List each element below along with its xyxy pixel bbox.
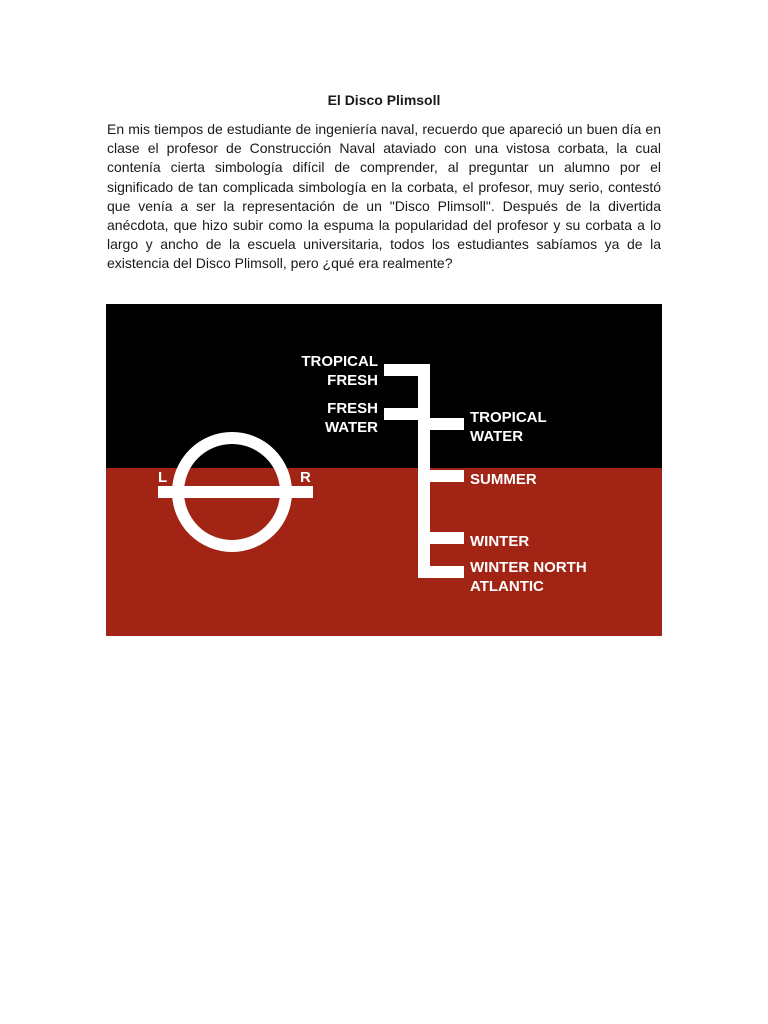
winter-line xyxy=(418,532,464,544)
plimsoll-figure xyxy=(106,304,662,636)
summer-line xyxy=(418,470,464,482)
figure-top-band xyxy=(106,304,662,468)
label-fresh-water-1: FRESH xyxy=(327,400,378,417)
label-summer: SUMMER xyxy=(470,471,537,488)
tropical-water-line xyxy=(418,418,464,430)
body-paragraph: En mis tiempos de estudiante de ingeniería naval, recuerdo que apareció un buen día en clase el profesor de Construcción Naval ataviado con una vistosa corbata, la cual contenía cierta simbología difícil de comprender, al preguntar un alumno por el significado de tan complicada simbología en la corbata, el profesor, muy serio, contestó que venía a ser la representación de un "Disco Plimsoll". Después de la divertida anécdota, que hizo subir como la espuma la popularidad del profesor y su corbata a lo largo y ancho de la escuela universitaria, todos los estudiantes sabíamos ya de la existencia del Disco Plimsoll, pero ¿qué era realmente? xyxy=(107,121,661,272)
label-tropical-water-2: WATER xyxy=(470,428,524,445)
label-winter-north-atlantic-1: WINTER NORTH xyxy=(470,559,587,576)
disc-label-left: L xyxy=(158,469,168,486)
disc-label-right: R xyxy=(300,469,311,486)
tropical-fresh-line xyxy=(384,364,430,376)
label-tropical-fresh-1: TROPICAL xyxy=(301,353,378,370)
page-title: El Disco Plimsoll xyxy=(327,92,441,108)
disc-line xyxy=(158,486,313,498)
label-fresh-water-2: WATER xyxy=(324,419,378,436)
label-tropical-fresh-2: FRESH xyxy=(327,372,378,389)
label-tropical-water-1: TROPICAL xyxy=(470,409,547,426)
label-winter-north-atlantic-2: ATLANTIC xyxy=(470,578,544,595)
label-winter: WINTER xyxy=(470,533,530,550)
winter-north-atlantic-line xyxy=(418,566,464,578)
